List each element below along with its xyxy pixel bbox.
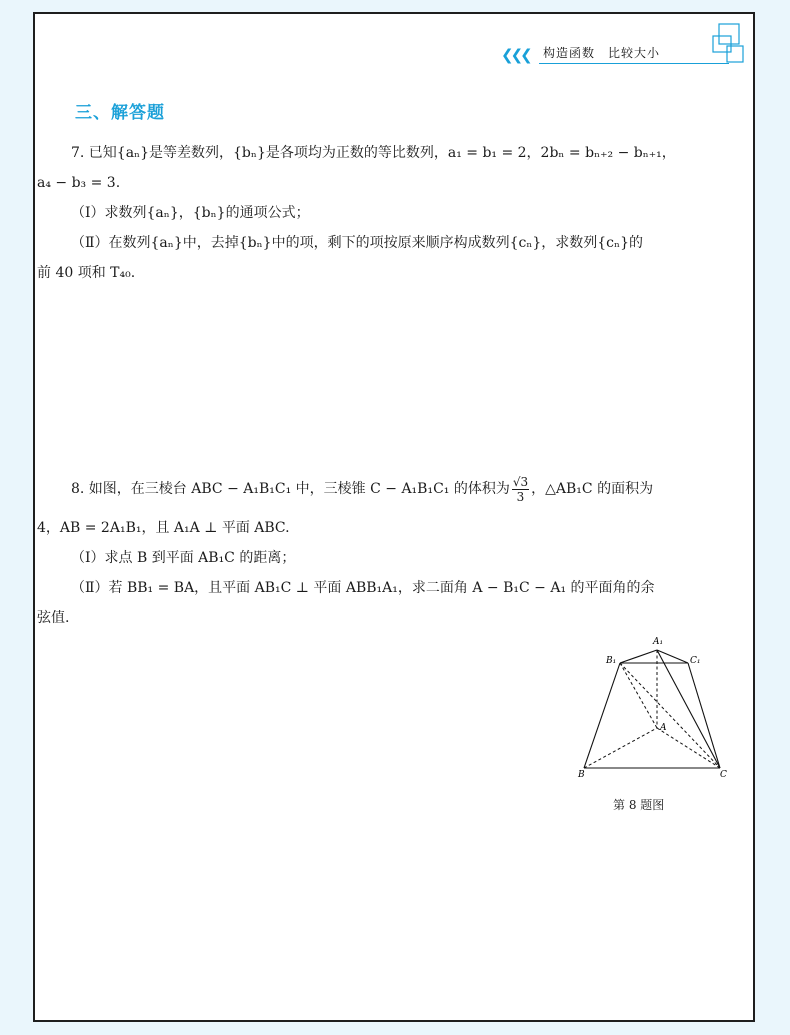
q8-part2-line2	[37, 603, 727, 633]
q7-line2-text: a₄ − b₃ = 3.	[37, 175, 121, 191]
edge-B1C	[620, 663, 720, 768]
q8-part1-text: （Ⅰ）求点 B 到平面 AB₁C 的距离；	[71, 550, 296, 566]
fraction-denominator: 3	[516, 489, 525, 504]
q8-part2-line1	[37, 573, 727, 603]
edge-A1C	[657, 650, 720, 768]
header-title: 构造函数 比较大小	[543, 46, 661, 60]
q7-part1	[37, 198, 727, 228]
chevron-left-icon: ❮❮❮	[501, 46, 530, 64]
page-frame	[33, 12, 755, 1022]
frustum-figure	[580, 632, 730, 802]
q8-line2	[37, 513, 727, 543]
label-B: B	[578, 770, 585, 780]
label-C1: C₁	[690, 656, 701, 666]
edge-AB	[584, 728, 657, 768]
label-A: A	[660, 723, 667, 733]
q8-line1b-text: ，△AB₁C 的面积为	[531, 481, 654, 497]
edge-BB1	[584, 663, 620, 768]
edge-CC1	[688, 663, 720, 768]
figure-caption: 第 8 题图	[613, 798, 665, 812]
q8-line1a-text: 8. 如图，在三棱台 ABC − A₁B₁C₁ 中，三棱锥 C − A₁B₁C₁ 的体积为	[71, 481, 510, 497]
q7-part2b-text: 前 40 项和 T₄₀.	[37, 265, 136, 281]
q7-part2a-text: （Ⅱ）在数列{aₙ}中，去掉{bₙ}中的项，剩下的项按原来顺序构成数列{cₙ}，求数列{cₙ}的	[71, 235, 643, 251]
q7-line1-text: 7. 已知{aₙ}是等差数列，{bₙ}是各项均为正数的等比数列，a₁ = b₁ = 2，2bₙ = bₙ₊₂ − bₙ₊₁，	[71, 145, 676, 161]
q7-line1	[37, 138, 727, 168]
label-B1: B₁	[606, 656, 617, 666]
label-C: C	[720, 770, 727, 780]
section-title: 三、解答题	[75, 103, 165, 123]
q8-volume-fraction	[512, 475, 529, 504]
q7-part2-line1	[37, 228, 727, 258]
page-header	[491, 20, 751, 70]
q7-line2	[37, 168, 727, 198]
squares-decoration-icon	[711, 22, 747, 64]
label-A1: A₁	[653, 637, 664, 647]
q8-line1	[37, 474, 727, 504]
header-underline	[539, 63, 729, 64]
edge-B1A1	[620, 650, 657, 663]
fraction-numerator: √3	[512, 474, 529, 489]
q8-part2a-text: （Ⅱ）若 BB₁ = BA，且平面 AB₁C ⊥ 平面 ABB₁A₁，求二面角 A − B₁C − A₁ 的平面角的余	[71, 580, 655, 596]
edge-A1C1	[657, 650, 688, 663]
q8-part2b-text: 弦值.	[37, 610, 70, 626]
q7-part1-text: （Ⅰ）求数列{aₙ}，{bₙ}的通项公式；	[71, 205, 310, 221]
edge-AC	[657, 728, 720, 768]
q8-part1	[37, 543, 727, 573]
q7-part2-line2	[37, 258, 727, 288]
q8-line2-text: 4，AB = 2A₁B₁，且 A₁A ⊥ 平面 ABC.	[37, 520, 290, 536]
